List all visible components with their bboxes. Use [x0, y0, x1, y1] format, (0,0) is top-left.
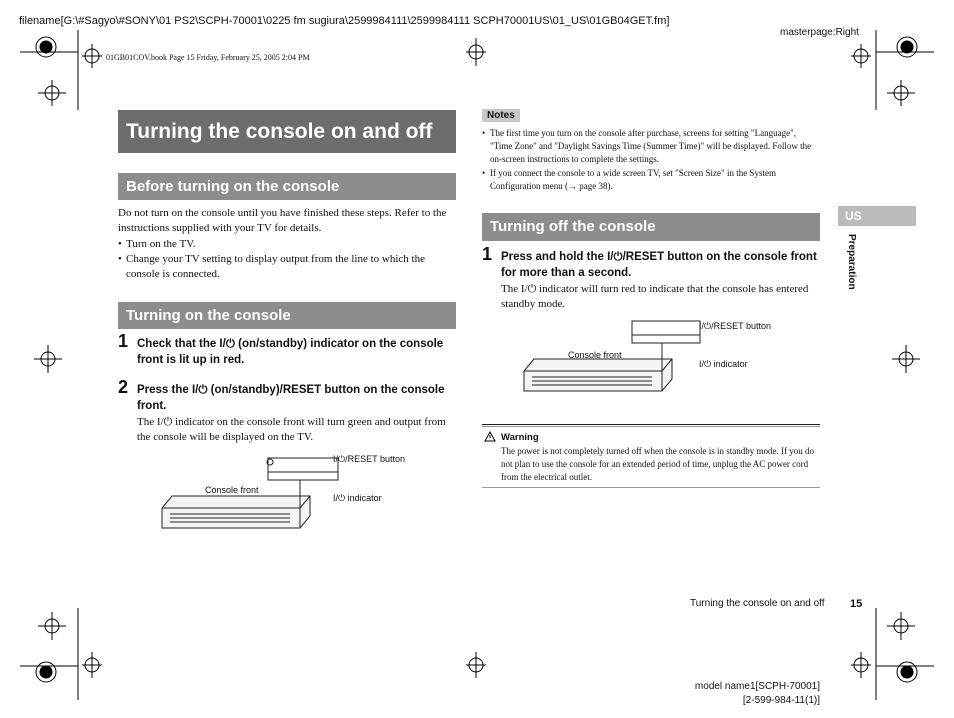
- reset-button-callout: I/⏻/RESET button: [333, 454, 405, 464]
- step-detail: The I/⏻ indicator will turn red to indicate that the console has entered standby mode.: [501, 283, 809, 310]
- page-number: 15: [850, 598, 863, 610]
- section-before-body: [118, 206, 458, 282]
- model-line: model name1[SCPH-70001]: [694, 681, 820, 692]
- step-detail: The I/⏻ indicator on the console front will turn green and output from the console will be displayed on the TV.: [137, 416, 446, 443]
- divider: [482, 426, 820, 427]
- list-item: • If you connect the console to a wide screen TV, set "Screen Size" in the System Configuration menu (→ page 38).: [482, 167, 820, 193]
- warning-label: Warning: [501, 432, 539, 443]
- console-front-callout: Console front: [205, 485, 259, 495]
- model-info: [684, 680, 820, 708]
- section-heading-before: Before turning on the console: [118, 173, 456, 200]
- step-number: 1: [482, 244, 493, 264]
- running-title: Turning the console on and off: [690, 598, 825, 609]
- book-info: 01GB01COV.book Page 15 Friday, February 25, 2005 2:04 PM: [106, 53, 310, 62]
- console-front-callout: Console front: [568, 350, 622, 360]
- masterpage-label: masterpage:Right: [780, 27, 859, 38]
- notes-list: [482, 127, 820, 193]
- step-text: Check that the I/⏻ (on/standby) indicator on the console front is lit up in red.: [137, 338, 444, 366]
- list-item: • Change your TV setting to display output from the line to which the console is connected.: [118, 252, 458, 282]
- list-item: • The first time you turn on the console after purchase, screens for setting "Language", "Time Zone" and "Daylight Savings Time (Summer Time)" will be displayed. Follow the on-screen instructions to complete the settings.: [482, 127, 820, 166]
- page-title: Turning the console on and off: [118, 110, 456, 153]
- section-tab-preparation: Preparation: [846, 234, 857, 290]
- indicator-callout: I/⏻ indicator: [699, 359, 748, 369]
- warning-icon: [484, 431, 496, 442]
- step-text: Press the I/⏻ (on/standby)/RESET button on the console front.: [137, 384, 445, 412]
- notes-label: Notes: [482, 109, 520, 122]
- language-tab: US: [838, 206, 916, 226]
- part-number: [2-599-984-11(1)]: [742, 695, 820, 706]
- section-heading-turning-on: Turning on the console: [118, 302, 456, 329]
- section-heading-turning-off: Turning off the console: [482, 213, 820, 241]
- list-item: • Turn on the TV.: [118, 237, 458, 252]
- warning-text: The power is not completely turned off when the console is in standby mode. If you do not plan to use the console for an extended period of time, unplug the AC power cord from the electrical outlet.: [501, 446, 815, 482]
- intro-text: Do not turn on the console until you have finished these steps. Refer to the instructions supplied with your TV for details.: [118, 207, 447, 234]
- indicator-callout: I/⏻ indicator: [333, 493, 382, 503]
- filename-header: filename[G:\#Sagyo\#SONY\01 PS2\SCPH-70001\0225 fm sugiura\2599984111\2599984111 SCPH70001US\01_US\01GB04GET.fm]: [19, 15, 670, 27]
- reset-button-callout: I/⏻/RESET button: [699, 321, 771, 331]
- step-text: Press and hold the I/⏻/RESET button on the console front for more than a second.: [501, 251, 817, 279]
- step-number: 1: [118, 331, 129, 351]
- step-number: 2: [118, 377, 129, 397]
